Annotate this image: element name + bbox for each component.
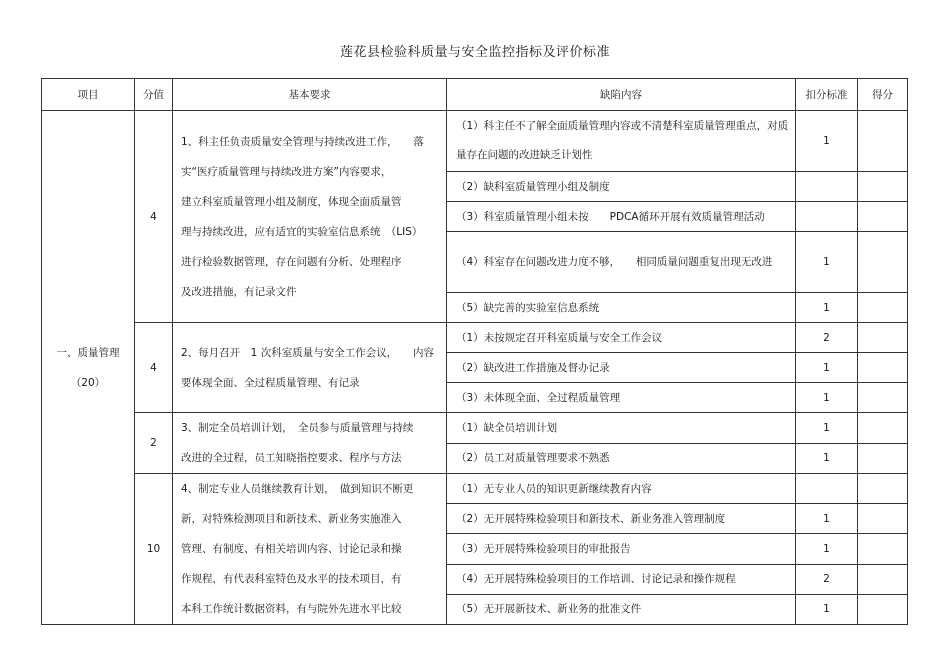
defect-cell: （4）科室存在问题改进力度不够， 相同质量问题重复出现无改进 (447, 232, 796, 293)
defect-cell: （1）缺全员培训计划 (447, 413, 796, 444)
document-title: 莲花县检验科质量与安全监控指标及评价标准 (339, 45, 610, 60)
header-requirement: 基本要求 (173, 79, 447, 111)
deduction-cell: 1 (796, 534, 858, 564)
defect-cell: （2）员工对质量管理要求不熟悉 (447, 443, 796, 474)
requirement-line: 实“医疗质量管理与持续改进方案”内容要求， (181, 165, 392, 178)
requirement-cell (173, 323, 447, 413)
requirement-line: 及改进措施，有记录文件 (181, 285, 297, 298)
evaluation-table (41, 78, 908, 625)
table-row (42, 111, 908, 172)
defect-cell: （4）无开展特殊检验项目的工作培训、讨论记录和操作规程 (447, 564, 796, 594)
requirement-line: 4、制定专业人员继续教育计划， 做到知识不断更 (181, 483, 414, 495)
deduction-cell: 1 (796, 232, 858, 293)
group-score: 4 (135, 323, 173, 413)
deduction-cell: 1 (796, 504, 858, 534)
deduction-cell: 1 (796, 293, 858, 323)
points-cell (858, 353, 908, 383)
header-score: 分值 (135, 79, 173, 111)
deduction-cell (796, 202, 858, 232)
requirement-line: 作规程，有代表科室特色及水平的技术项目，有 (181, 573, 402, 585)
requirement-line: 建立科室质量管理小组及制度，体现全面质量管 (181, 195, 402, 208)
requirement-cell (173, 111, 447, 323)
requirement-line: 2、每月召开 1 次科室质量与安全工作会议， 内容 (181, 346, 434, 359)
deduction-cell (796, 172, 858, 202)
defect-cell: （2）缺科室质量管理小组及制度 (447, 172, 796, 202)
header-deduction: 扣分标准 (796, 79, 858, 111)
points-cell (858, 383, 908, 413)
deduction-cell: 1 (796, 443, 858, 474)
points-cell (858, 202, 908, 232)
deduction-cell: 1 (796, 413, 858, 444)
defect-cell: （5）无开展新技术、新业务的批准文件 (447, 594, 796, 624)
points-cell (858, 111, 908, 172)
defect-cell: （1）科主任不了解全面质量管理内容或不清楚科室质量管理重点，对质量存在问题的改进缺乏计划性 (447, 111, 796, 172)
header-points: 得分 (858, 79, 908, 111)
defect-cell: （1）未按规定召开科室质量与安全工作会议 (447, 323, 796, 353)
group-score: 2 (135, 413, 173, 474)
requirement-line: 理与持续改进，应有适宜的实验室信息系统 （LIS） (181, 225, 423, 238)
defect-cell: （3）未体现全面、全过程质量管理 (447, 383, 796, 413)
points-cell (858, 443, 908, 474)
deduction-cell: 1 (796, 383, 858, 413)
table-row (42, 323, 908, 353)
requirement-line: 管理、有制度、有相关培训内容、讨论记录和操 (181, 543, 402, 555)
points-cell (858, 232, 908, 293)
points-cell (858, 323, 908, 353)
header-defect: 缺陷内容 (447, 79, 796, 111)
deduction-cell: 2 (796, 323, 858, 353)
deduction-cell (796, 474, 858, 504)
defect-cell: （3）科室质量管理小组未按 PDCA循环开展有效质量管理活动 (447, 202, 796, 232)
defect-cell: （3）无开展特殊检验项目的审批报告 (447, 534, 796, 564)
deduction-cell: 2 (796, 564, 858, 594)
group-score: 4 (135, 111, 173, 323)
points-cell (858, 504, 908, 534)
defect-cell: （2）无开展特殊检验项目和新技术、新业务准入管理制度 (447, 504, 796, 534)
points-cell (858, 293, 908, 323)
requirement-line: 进行检验数据管理，存在问题有分析、处理程序 (181, 255, 402, 268)
requirement-line: 新，对特殊检测项目和新技术、新业务实施准入 (181, 513, 402, 525)
category-label: 一、质量管理 (56, 346, 120, 359)
header-item: 项目 (42, 79, 135, 111)
table-header-row (42, 79, 908, 111)
requirement-line: 3、制定全员培训计划， 全员参与质量管理与持续 (181, 422, 414, 434)
requirement-line: 本科工作统计数据资料，有与院外先进水平比较 (181, 603, 402, 615)
group-score: 10 (135, 474, 173, 625)
defect-cell: （2）缺改进工作措施及督办记录 (447, 353, 796, 383)
category-points: （20） (70, 376, 106, 389)
points-cell (858, 413, 908, 444)
points-cell (858, 474, 908, 504)
defect-cell: （5）缺完善的实验室信息系统 (447, 293, 796, 323)
points-cell (858, 172, 908, 202)
requirement-cell (173, 474, 447, 625)
points-cell (858, 564, 908, 594)
deduction-cell: 1 (796, 594, 858, 624)
deduction-cell: 1 (796, 353, 858, 383)
table-row (42, 474, 908, 504)
requirement-line: 1、科主任负责质量安全管理与持续改进工作， 落 (181, 135, 424, 148)
defect-cell: （1）无专业人员的知识更新继续教育内容 (447, 474, 796, 504)
table-row (42, 413, 908, 444)
points-cell (858, 534, 908, 564)
requirement-cell (173, 413, 447, 474)
points-cell (858, 594, 908, 624)
deduction-cell: 1 (796, 111, 858, 172)
category-cell (42, 111, 135, 625)
requirement-line: 要体现全面、全过程质量管理、有记录 (181, 376, 360, 389)
requirement-line: 改进的全过程，员工知晓指控要求、程序与方法 (181, 452, 402, 464)
